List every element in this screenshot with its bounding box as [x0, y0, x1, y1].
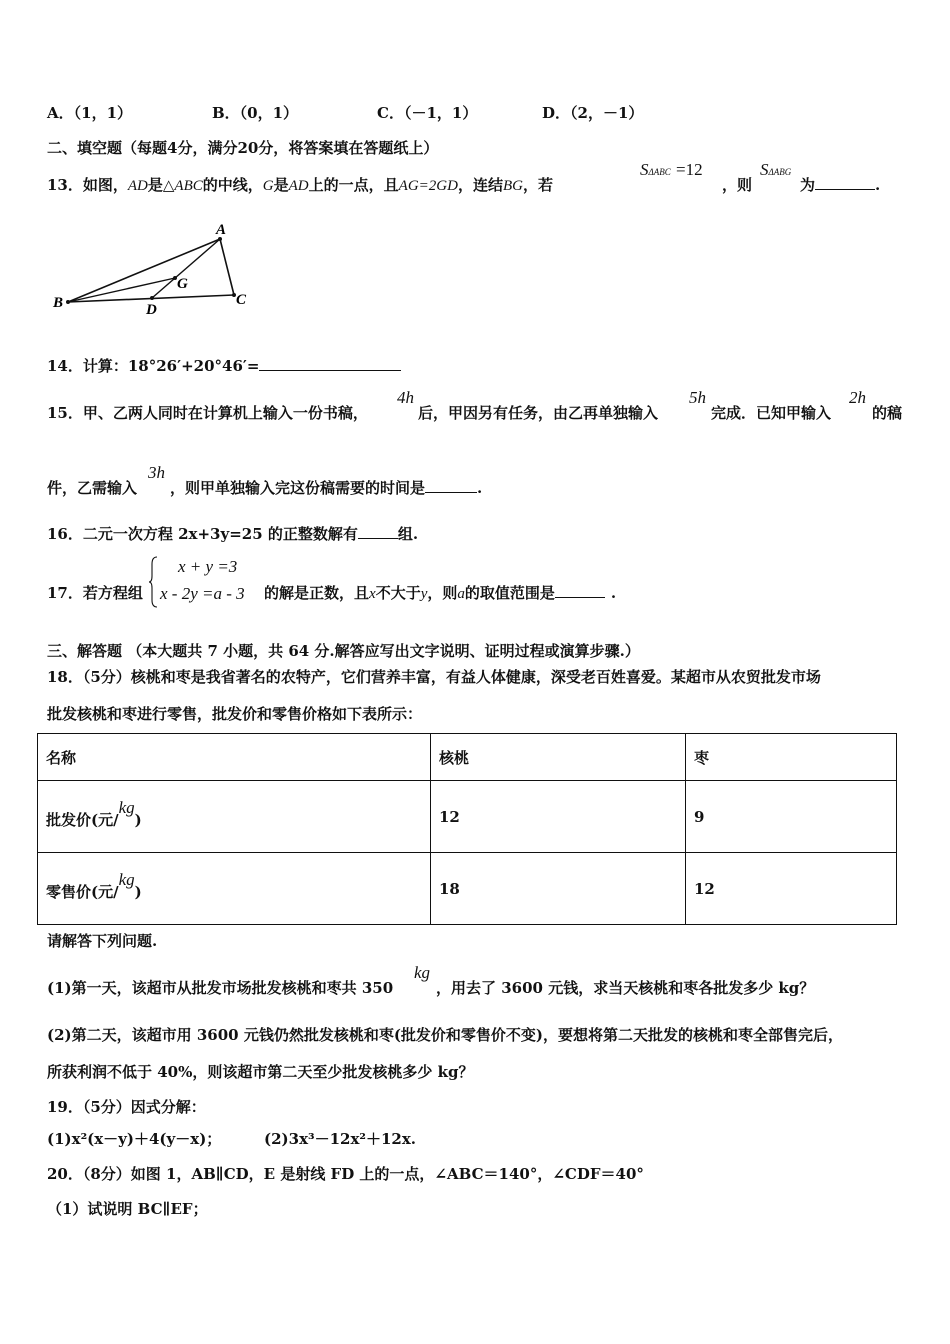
q15-part-b: 后，甲因另有任务，由乙再单独输入	[418, 404, 659, 422]
label-a: A	[216, 222, 227, 238]
area-abc: SΔABC =12	[640, 160, 703, 179]
triangle-figure	[45, 218, 260, 318]
retail-date: 12	[686, 853, 897, 925]
q20-title: 20．（8分）如图 1，AB∥CD，E 是射线 FD 上的一点，∠ABC＝140°，∠CDF＝40°	[47, 1165, 644, 1183]
side-ba	[68, 239, 220, 302]
q18-line-1: 18．（5分）核桃和枣是我省著名的农特产，它们营养丰富，有益人体健康，深受老百姓喜爱。某超市从农贸批发市场	[47, 668, 821, 686]
q19-title: 19．（5分）因式分解：	[47, 1098, 206, 1116]
header-date: 枣	[686, 734, 897, 781]
q20-part-1: （1）试说明 BC∥EF；	[47, 1200, 208, 1218]
q15-part-f: ，则甲单独输入完这份稿需要的时间是 .	[170, 479, 483, 497]
q15-5h: 5h	[689, 388, 706, 407]
q15-part-d: 的稿	[872, 404, 903, 422]
q18-part-1b: ，用去了 3600 元钱，求当天核桃和枣各批发多少 kg？	[436, 979, 815, 997]
question-14: 14．计算：18°26′+20°46′=	[47, 355, 401, 376]
q18-kg: kg	[414, 963, 431, 982]
section-3-title: 三、解答题 （本大题共 7 小题，共 64 分.解答应写出文字说明、证明过程或演算步骤.）	[47, 642, 640, 660]
section-2-title: 二、填空题（每题4分，满分20分，将答案填在答题纸上）	[47, 139, 439, 157]
header-name: 名称	[38, 734, 431, 781]
equation-2: x - 2y =a - 3	[160, 584, 245, 603]
label-g: G	[177, 276, 188, 292]
q18-part-2b: 所获利润不低于 40%，则该超市第二天至少批发核桃多少 kg？	[47, 1063, 474, 1081]
wholesale-label: 批发价(元/$^{kg}$)	[38, 781, 431, 853]
q19-part-1: (1)x²(x－y)＋4(y－x)；	[47, 1130, 222, 1148]
question-16: 16．二元一次方程 2x+3y=25 的正整数解有 组.	[47, 525, 419, 543]
q19-part-2: (2)3x³－12x²＋12x.	[264, 1130, 417, 1148]
retail-label: 零售价(元/$^{kg}$)	[38, 853, 431, 925]
label-c: C	[236, 292, 247, 308]
side-ac	[220, 239, 234, 295]
q15-2h: 2h	[849, 388, 866, 407]
q18-ask: 请解答下列问题.	[47, 932, 158, 950]
option-d: D．（2，－1）	[542, 104, 644, 122]
header-walnut: 核桃	[431, 734, 686, 781]
table-row	[38, 853, 897, 925]
wholesale-walnut: 12	[431, 781, 686, 853]
q18-part-2a: (2)第二天，该超市用 3600 元钱仍然批发核桃和枣(批发价和零售价不变)，要想将第二天批发的核桃和枣全部售完后，	[47, 1026, 844, 1044]
question-13: 13．如图，AD是△ABC的中线，G是AD上的一点，且AG=2GD，连结BG，若	[47, 176, 553, 194]
area-abg: SΔABG	[760, 160, 792, 179]
q18-line-2: 批发核桃和枣进行零售，批发价和零售价格如下表所示：	[47, 705, 423, 723]
q15-part-e: 件，乙需输入	[47, 479, 138, 497]
q17-part-b: 的解是正数，且x不大于y，则a的取值范围是 .	[264, 584, 617, 602]
price-table	[37, 733, 897, 925]
q18-part-1a: (1)第一天，该超市从批发市场批发核桃和枣共 350	[47, 979, 394, 997]
q15-part-c: 完成．已知甲输入	[711, 404, 832, 422]
label-d: D	[146, 302, 157, 318]
q13-then: ，则	[722, 176, 753, 194]
q17-part-a: 17．若方程组	[47, 584, 143, 602]
option-c: C．（－1，1）	[377, 104, 478, 122]
wholesale-date: 9	[686, 781, 897, 853]
q13-answer: 为 .	[800, 176, 881, 194]
label-b: B	[53, 295, 64, 311]
table-row	[38, 781, 897, 853]
brace-icon	[148, 556, 158, 608]
equation-1: x + y =3	[178, 557, 238, 576]
option-b: B．（0，1）	[212, 104, 299, 122]
table-header-row	[38, 734, 897, 781]
q15-3h: 3h	[148, 463, 165, 482]
q15-4h: 4h	[397, 388, 414, 407]
q15-part-a: 15．甲、乙两人同时在计算机上输入一份书稿，	[47, 404, 368, 422]
retail-walnut: 18	[431, 853, 686, 925]
option-a: A．（1，1）	[47, 104, 133, 122]
